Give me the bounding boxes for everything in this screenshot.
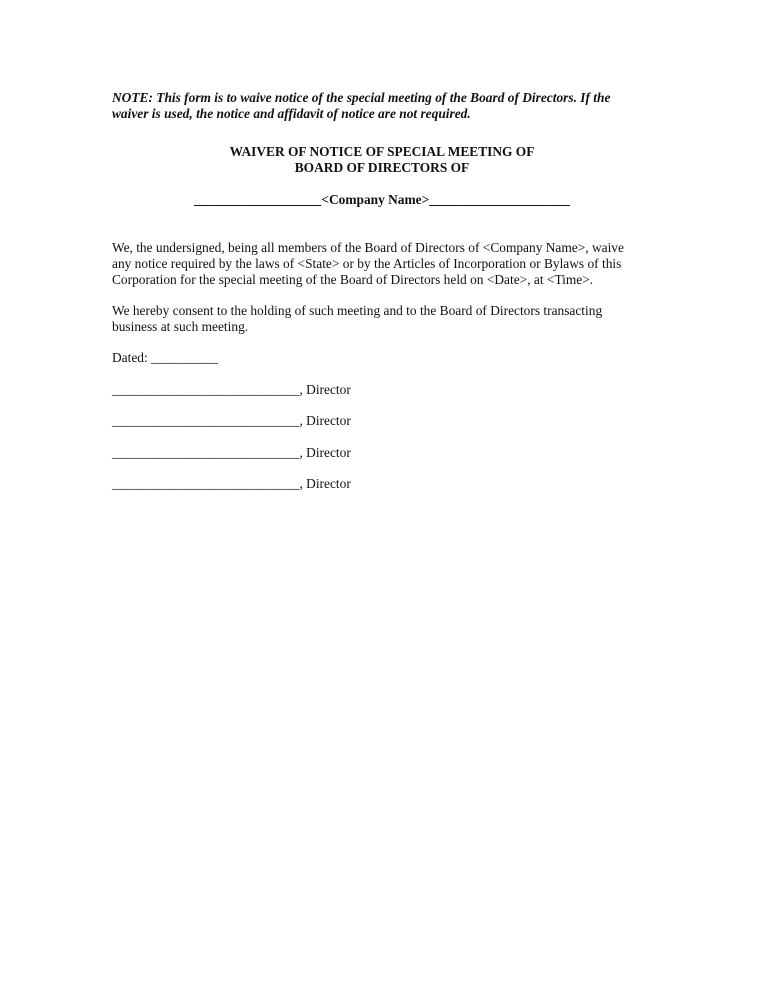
dated-line: Dated: __________ — [112, 350, 218, 365]
director-signature-line: ____________________________, Director — [112, 444, 351, 460]
document-title: WAIVER OF NOTICE OF SPECIAL MEETING OF BOARD OF DIRECTORS OF — [229, 144, 535, 175]
instruction-note: NOTE: This form is to waive notice of the special meeting of the Board of Directors. If the waiver is used, the notice and affidavit of notice are not required. — [112, 90, 611, 121]
company-name-line: ___________________<Company Name>_____________________ — [194, 192, 570, 207]
director-signature-line: ____________________________, Director — [112, 413, 351, 428]
director-signature-line: ____________________________, Director — [112, 381, 351, 397]
director-signature-line: ____________________________, Director — [112, 476, 351, 491]
consent-paragraph: We hereby consent to the holding of such meeting and to the Board of Directors transacting business at such meeting. — [112, 303, 603, 334]
waiver-paragraph: We, the undersigned, being all members of the Board of Directors of <Company Name>, waive any notice required by the laws of <State> or by the Articles of Incorporation or Bylaws of this Corporation for the special meeting of the Board of Directors held on <Date>, at <Time>. — [112, 240, 624, 287]
document-content — [112, 90, 660, 492]
